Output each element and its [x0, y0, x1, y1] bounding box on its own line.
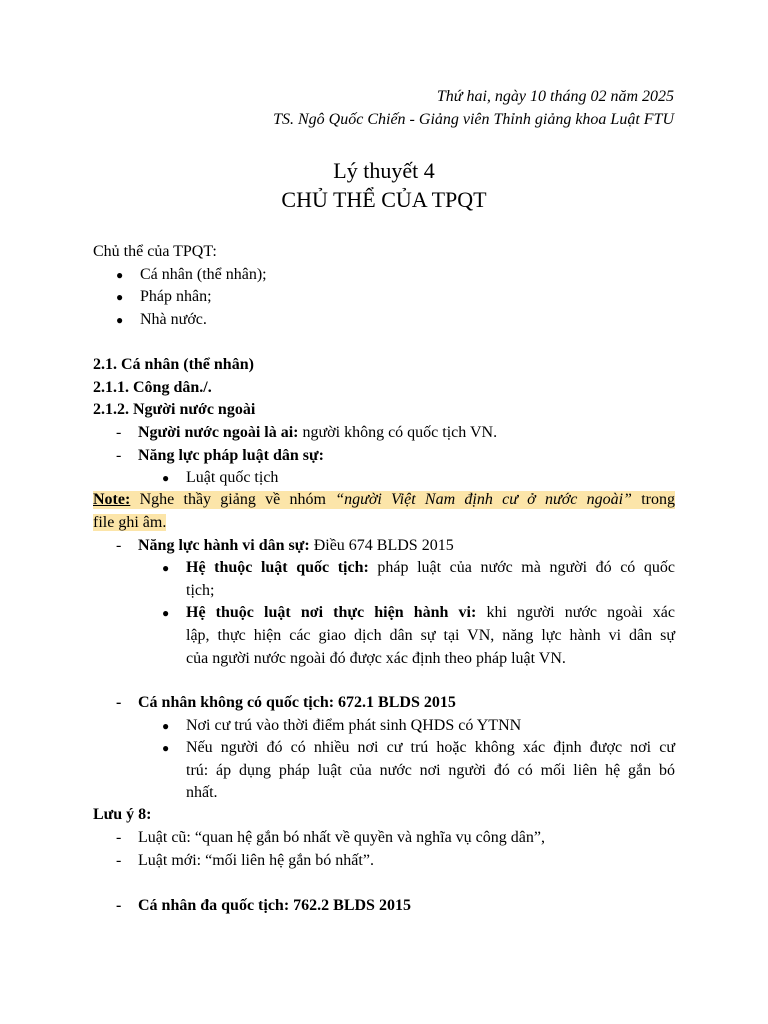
dash-marker: - — [116, 829, 122, 846]
bullet-icon: ● — [162, 719, 170, 733]
list-item: ● Hệ thuộc luật quốc tịch: pháp luật của nước mà người đó có quốc — [162, 559, 675, 576]
dash-item-definition: - Người nước ngoài là ai: người không có quốc tịch VN. — [116, 424, 498, 441]
bullet-icon: ● — [162, 561, 170, 575]
bullet-icon: ● — [162, 606, 170, 620]
header-date: Thứ hai, ngày 10 tháng 02 năm 2025 — [436, 88, 674, 105]
list-item-continuation: trú: áp dụng pháp luật của nước nơi người đó có mối liên hệ gắn bó — [186, 762, 675, 779]
list-item-continuation: lập, thực hiện các giao dịch dân sự tại VN, năng lực hành vi dân sự — [186, 627, 675, 644]
list-item: ● Nơi cư trú vào thời điểm phát sinh QHDS có YTNN — [162, 717, 522, 734]
list-item-continuation: tịch; — [186, 582, 215, 599]
bullet-icon: ● — [116, 313, 124, 327]
note-line-2: file ghi âm. — [93, 514, 167, 531]
dash-item-stateless: - Cá nhân không có quốc tịch: 672.1 BLDS 2015 — [116, 694, 456, 711]
title-line-1: Lý thuyết 4 — [333, 158, 435, 183]
dash-marker: - — [116, 424, 122, 441]
list-item: ● Luật quốc tịch — [162, 469, 279, 486]
heading-2-1-1: 2.1.1. Công dân./. — [93, 379, 212, 396]
bullet-icon: ● — [162, 741, 170, 755]
bullet-icon: ● — [116, 268, 124, 282]
list-item: ● Hệ thuộc luật nơi thực hiện hành vi: khi người nước ngoài xác — [162, 604, 675, 621]
dash-marker: - — [116, 694, 122, 711]
dash-marker: - — [116, 537, 122, 554]
list-item: ● Nếu người đó có nhiều nơi cư trú hoặc không xác định được nơi cư — [162, 739, 675, 756]
note-line-1: Note: Nghe thầy giảng về nhóm “người Việt Nam định cư ở nước ngoài” trong — [93, 491, 676, 508]
list-item: ● Pháp nhân; — [116, 288, 212, 305]
intro-label: Chủ thể của TPQT: — [93, 243, 217, 260]
dash-item-capacity: - Năng lực pháp luật dân sự: — [116, 447, 324, 464]
dash-item-multi-nationality: - Cá nhân đa quốc tịch: 762.2 BLDS 2015 — [116, 897, 411, 914]
dash-item-civil-act: - Năng lực hành vi dân sự: Điều 674 BLDS 2015 — [116, 537, 454, 554]
dash-item: - Luật cũ: “quan hệ gắn bó nhất về quyền và nghĩa vụ công dân”, — [116, 829, 545, 846]
bullet-icon: ● — [116, 290, 124, 304]
heading-2-1: 2.1. Cá nhân (thể nhân) — [93, 356, 254, 373]
list-item: ● Cá nhân (thể nhân); — [116, 266, 267, 283]
dash-marker: - — [116, 852, 122, 869]
list-item-continuation: của người nước ngoài đó được xác định theo pháp luật VN. — [186, 650, 566, 667]
heading-2-1-2: 2.1.2. Người nước ngoài — [93, 401, 256, 418]
dash-item: - Luật mới: “mối liên hệ gắn bó nhất”. — [116, 852, 374, 869]
dash-marker: - — [116, 447, 122, 464]
note-label: Note: — [93, 491, 131, 508]
header-author: TS. Ngô Quốc Chiến - Giảng viên Thỉnh giảng khoa Luật FTU — [273, 111, 674, 128]
dash-marker: - — [116, 897, 122, 914]
note8-label: Lưu ý 8: — [93, 806, 152, 823]
list-item-continuation: nhất. — [186, 784, 218, 801]
page-title: CHỦ THỂ CỦA TPQT — [281, 187, 487, 212]
list-item: ● Nhà nước. — [116, 311, 207, 328]
bullet-icon: ● — [162, 471, 170, 485]
